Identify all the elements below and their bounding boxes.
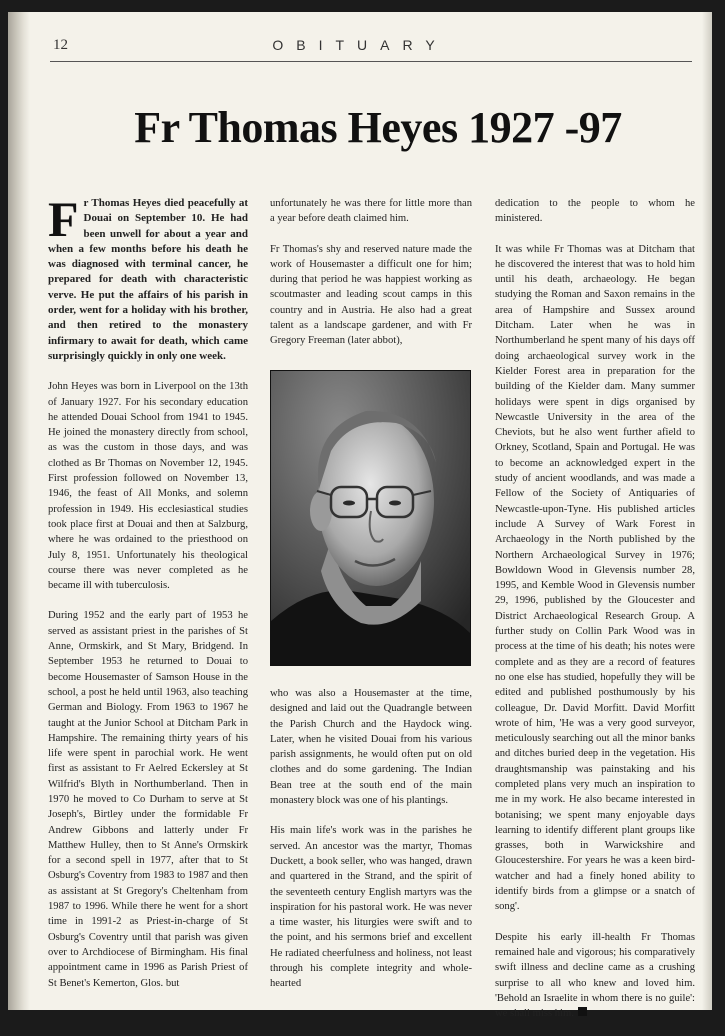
page-number: 12 (53, 37, 68, 53)
page-edge-shadow (702, 12, 712, 1010)
page (8, 12, 712, 1020)
paragraph-career: During 1952 and the early part of 1953 he served as assistant priest in the parishes of St Anne, Ormskirk, and St Mary, Bridgend. In September 1953 he returned to Douai to become Housemaster of Samson House in the school, a post he held until 1963, also teaching German and Biology. From 1963 to 1967 he taught at the Junior School at Ditcham Park in Hampshire. The remaining thirty years of his life were spent in parochial work. He went first as assistant to Fr Aelred Eckersley at St Wilfrid's Blyth in Northumberland. Then in 1970 he moved to Co Durham to serve at St Joseph's, Birtley under the formidable Fr Andrew Gibbons and latterly under Fr Matthew Hulley, then to St Anne's Ormskirk for a second spell in 1977, after that to St Osburg's Coventry from 1983 to 1987 and then as assistant at St Gregory's Cheltenham from 1987 to 1996. While there he went for a short time in 1991-2 as Priest-in-charge of St Osburg's Coventry until that parish was given over to Archdiocese of Birmingham. His final appointment came in 1996 as Parish Priest of St Benet's Kemerton, Glos. but (48, 610, 248, 989)
portrait-photo (270, 370, 471, 666)
paragraph-early-life: John Heyes was born in Liverpool on the 13th of January 1927. For his secondary education he attended Douai School from 1941 to 1945. He joined the monastery directly from school, as was the custom in those days, and was clothed as Br Thomas on November 12, 1945. First profession followed on November 13, 1946, the feast of All Monks, and solemn profession in 1949. His ecclesiastical studies took place first at Douai and then at Salzburg, where he was ordained to the priesthood on July 8, 1951. Unfortunately his theological course there was never completed as he became ill with tuberculosis. (48, 381, 248, 592)
book-spine-shadow (8, 12, 30, 1010)
lead-text: r Thomas Heyes died peacefully at Douai on September 10. He had been unwell for about a year and when a few months before his death he was diagnosed with terminal cancer, he prepared for death with characteristic verve. He put the affairs of his parish in order, went for a holiday with his brother, and then retired to the monastery infirmary to await for death, which came surprisingly quickly in only one week. (48, 197, 248, 362)
paragraph-parish-work: His main life's work was in the parishes he served. An ancestor was the martyr, Thomas Duckett, a book seller, who was hanged, drawn and quartered in the Strand, and the spirit of the seventeeth century English martyrs was the inspiration for his pastoral work. He was never a time waster, his liturgies were swift and to the point, and his sermons brief and excellent He radiated cheerfulness and holiness, not least through his complete integrity and whole-hearted (270, 825, 472, 990)
end-mark (578, 1007, 587, 1016)
paragraph-gardening: who was also a Housemaster at the time, designed and laid out the Quadrangle between the Parish Church and the Haydock wing. Later, when he visited Douai from his various parish assignments, he would often put on old clothes and do some gardening. The Indian Bean tree at the south end of the main monastery block was one of his plantings. (270, 688, 472, 807)
paragraph-housemaster: Fr Thomas's shy and reserved nature made the work of Housemaster a difficult one for him; during that period he was happiest working as scoutmaster and leading scout camps in this country and in Austria. He also had a great talent as a landscape gardener, and with Fr Gregory Freeman (later abbot), (270, 243, 472, 347)
article-title: Fr Thomas Heyes 1927 -97 (134, 103, 622, 152)
paragraph-conclusion (495, 930, 695, 1022)
drop-cap: F (48, 191, 79, 247)
conclusion-text: Despite his early ill-health Fr Thomas remained hale and vigorous; his comparatively swift illness and decline came as a crushing surprise to all who knew and loved him. 'Behold an Israelite in whom there is no guile': we shall miss him. (495, 931, 695, 1020)
column-3 (495, 196, 695, 1036)
portrait-image (271, 371, 470, 665)
paragraph-dedication: dedication to the people to whom he ministered. (495, 198, 695, 225)
lead-paragraph (48, 191, 248, 364)
column-1 (48, 191, 248, 1006)
header-rule (50, 61, 692, 62)
paragraph-kemerton: unfortunately he was there for little more than a year before death claimed him. (270, 198, 472, 225)
paragraph-archaeology: It was while Fr Thomas was at Ditcham that he discovered the interest that was to hold him until his death, archaeology. He began studying the Roman and Saxon remains in the area of Hampshire and Sussex around Ditcham. Later when he was in Northumberland he spent many of his days off doing archaeological survey work in the Kielder Forest area in preparation for the building of the Kielder dam. Many summer holidays were spent in digs organised by Newcastle University in the area of the Cheviots, but he also went further afield to Orkney, Scotland, Spain and Portugal. He was to become an acknowledged expert in the study of ancient woodlands, and was made a Fellow of the Society of Antiquaries of Newcastle-upon-Tyne. His published articles include A Survey of Wark Forest in Archaeology in the North published by the Northern Archaeological Survey in 1976; Bowldown Wood in Glevensis number 28, 1995, and Kemble Wood in Glevensis number 29, 1996, published by the Gloucester and District Archaeological Research Group. A further study on Collin Park Wood was in process at the time of his death; his notes were complete and as they are a record of features no one else has studied, hopefully they will be edited and published posthumously by his colleague, Dr. David Morfitt. David Morfitt wrote of him, 'He was a very good surveyor, meticulously searching out all the minor banks and ditches buried deep in the vegetation. His draughtsmanship was painstaking and his completed plans very much an inspiration to me in my work. He also became interested in botanising; we spent many enjoyable days learning to identify different plant groups like grasses, both in Warwickshire and Gloucestershire. For years he was a keen bird-watcher and had a finely honed ability to identify birds from a glimpse or a snatch of song'. (495, 243, 695, 913)
column-2-bottom (270, 686, 472, 1007)
column-2-top (270, 196, 472, 364)
section-header: OBITUARY (272, 37, 448, 53)
